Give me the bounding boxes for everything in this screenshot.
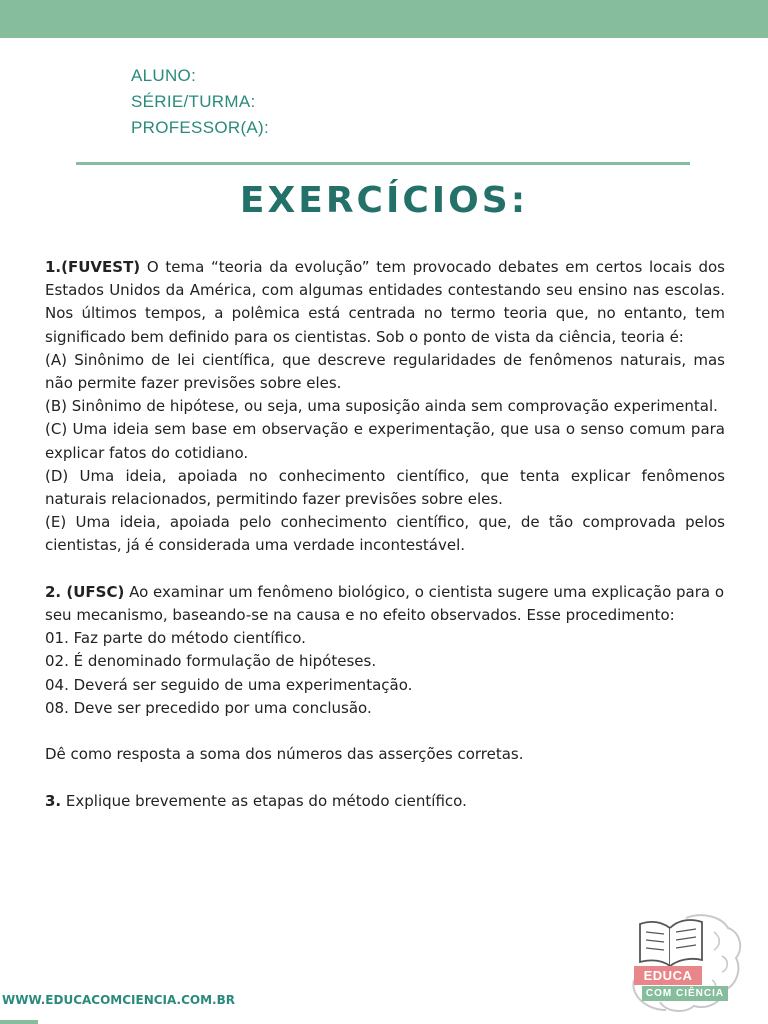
question-2-stem [45, 581, 725, 627]
question-1-option-c: (C) Uma ideia sem base em observação e experimentação, que usa o senso comum para explicar fatos do cotidiano. [45, 420, 725, 462]
exercise-content [45, 256, 725, 813]
question-2-label: 2. (UFSC) [45, 582, 125, 601]
brain-book-icon [626, 910, 746, 1018]
top-banner [0, 0, 768, 38]
professor-label: PROFESSOR(A): [131, 118, 270, 137]
educa-com-ciencia-logo [626, 910, 746, 1018]
question-2-item-02: 02. É denominado formulação de hipóteses. [45, 652, 377, 671]
question-3-label: 3. [45, 791, 62, 810]
question-2-item-08: 08. Deve ser precedido por uma conclusão. [45, 698, 372, 717]
question-3 [45, 790, 725, 813]
question-1-option-d: (D) Uma ideia, apoiada no conhecimento científico, que tenta explicar fenômenos naturais relacionados, permitindo fazer previsões sobre eles. [45, 466, 725, 509]
logo-text-educa: EDUCA [634, 966, 702, 985]
question-1-option-a: (A) Sinônimo de lei científica, que descreve regularidades de fenômenos naturais, mas não permite fazer previsões sobre eles. [45, 350, 725, 393]
question-3-text: Explique brevemente as etapas do método científico. [61, 791, 467, 810]
question-2-text: Ao examinar um fenômeno biológico, o cientista sugere uma explicação para o seu mecanismo, baseando-se na causa e no efeito observados. Esse procedimento: [45, 582, 725, 625]
student-info-header [131, 63, 269, 141]
footer-website: WWW.EDUCACOMCIENCIA.COM.BR [2, 993, 235, 1007]
footer-accent-line [0, 1020, 38, 1024]
question-1-option-b: (B) Sinônimo de hipótese, ou seja, uma suposição ainda sem comprovação experimental. [45, 397, 718, 416]
logo-text-com-ciencia: COM CIÊNCIA [642, 986, 728, 1001]
header-divider [76, 162, 690, 165]
question-2-item-01: 01. Faz parte do método científico. [45, 629, 306, 648]
serie-turma-label: SÉRIE/TURMA: [131, 92, 256, 111]
page-title: EXERCÍCIOS: [239, 180, 529, 221]
question-2-instruction: Dê como resposta a soma dos números das asserções corretas. [45, 745, 524, 764]
question-2-item-04: 04. Deverá ser seguido de uma experimentação. [45, 675, 413, 694]
question-1-label: 1.(FUVEST) [45, 258, 141, 276]
aluno-label: ALUNO: [131, 66, 197, 85]
question-1-option-e: (E) Uma ideia, apoiada pelo conhecimento científico, que, de tão comprovada pelos cientistas, já é considerada uma verdade incontestável. [45, 513, 725, 555]
question-1-text: O tema “teoria da evolução” tem provocado debates em certos locais dos Estados Unidos da América, com algumas entidades contestando seu ensino nas escolas. Nos últimos tempos, a polêmica está centrada no termo teoria que, no entanto, tem significado bem definido para os cientistas. Sob o ponto de vista da ciência, teoria é: [45, 258, 725, 346]
question-1-stem [45, 256, 725, 349]
